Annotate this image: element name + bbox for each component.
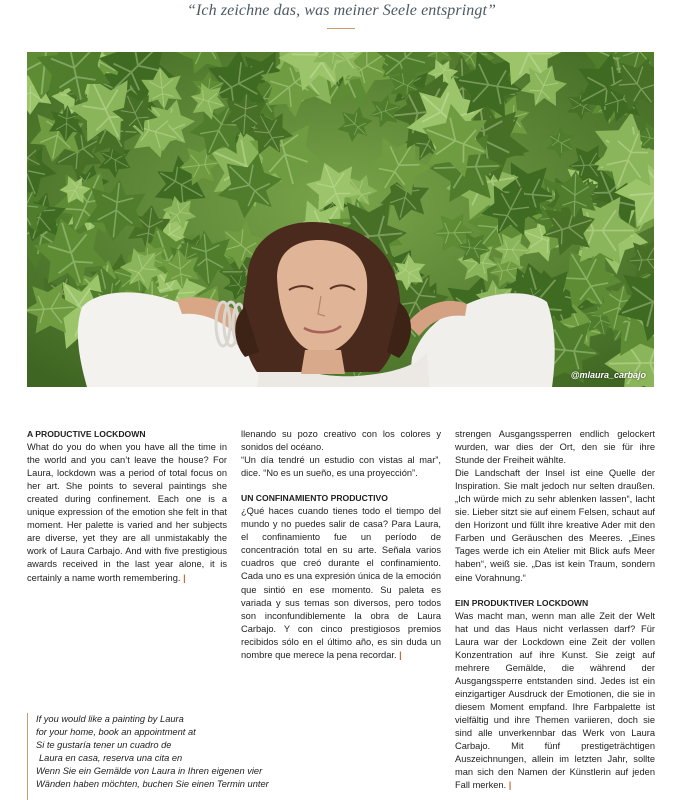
german-paragraph: Die Landschaft der Insel ist eine Quelle der Inspiration. Sie malt jedoch nur selten draußen. „Ich würde mich zu sehr ablenken lassen“, lacht sie. Lieber sitzt sie auf einem Felsen, schaut auf den Horizont und füllt ihre kreative Ader mit den Farben und Geräuschen des Meeres. „Eines Tages werde ich ein Atelier mit Blick aufs Meer haben“, weiß sie. „Das ist kein Traum, sondern eine Vorahnung.“	[455, 468, 655, 583]
end-mark: |	[183, 572, 186, 583]
booking-line: for your home, book an appointment at	[36, 727, 196, 737]
column-english	[27, 428, 227, 585]
end-mark: |	[508, 780, 512, 791]
pull-quote: “Ich zeichne das, was meiner Seele entspringt”	[187, 2, 496, 19]
spanish-intro: llenando su pozo creativo con los colores y sonidos del océano.	[241, 429, 441, 453]
english-body: What do you do when you have all the time in the world and you can’t leave the house? For Laura, lockdown was a period of total focus on her art. She points to several paintings she created during confinement. Each one is a unique expression of the emotion she felt in that moment. Her palette is varied and her subjects are diverse, yet they are all unmistakably the work of Laura Carbajo. And with five prestigious awards received in the last year alone, it is certainly a name worth remembering. |	[27, 442, 227, 583]
booking-line: If you would like a painting by Laura	[36, 714, 184, 724]
german-intro: strengen Ausgangssperren endlich gelockert wurden, war dies der Ort, den sie für ihre Stunde der Freiheit wählte.	[455, 429, 655, 466]
photo-credit: @mlaura_carbajo	[570, 370, 646, 380]
booking-line: Laura en casa, reserva una cita en	[39, 753, 183, 763]
spanish-body: ¿Qué haces cuando tienes todo el tiempo del mundo y no puedes salir de casa? Para Laura, el confinamiento fue un período de concentración total en su arte. Señala varios cuadros que creó durante el confinamiento. Cada uno es una expresión única de la emoción que sintió en ese momento. Su paleta es variada y sus temas son diversos, pero todos son inconfundiblemente la obra de Laura Carbajo. Y con cinco prestigiosos premios recibidos sólo en el último año, es sin duda un nombre que merece la pena recordar. |	[241, 506, 441, 660]
quote-divider	[327, 28, 355, 29]
booking-line: Wenn Sie ein Gemälde von Laura in Ihren eigenen vier	[36, 766, 263, 776]
booking-line: Si te gustaría tener un cuadro de	[36, 740, 172, 750]
column-german	[455, 428, 655, 792]
booking-box	[27, 713, 295, 800]
portrait-photo	[27, 52, 654, 387]
booking-line: Wänden haben möchten, buchen Sie einen Termin unter	[36, 779, 269, 789]
ivy-portrait-illustration	[27, 52, 654, 387]
english-heading: A PRODUCTIVE LOCKDOWN	[27, 429, 146, 439]
german-heading: EIN PRODUKTIVER LOCKDOWN	[455, 597, 589, 608]
column-spanish	[241, 428, 441, 662]
german-body: Was macht man, wenn man alle Zeit der Welt hat und das Haus nicht verlassen darf? Für Laura war der Lockdown eine Zeit der vollen Konzentration auf ihre Kunst. Sie zeigt auf mehrere Gemälde, die während der Ausgangssperre entstanden sind. Jedes ist ein einzigartiger Ausdruck der Emotionen, die sie in diesem Moment empfand. Ihre Farbpalette ist vielfältig und ihre Themen variieren, doch sie sind alle unverkennbar das Werk von Laura Carbajo. Mit fünf prestigeträchtigen Auszeichnungen, allein im letzten Jahr, sollte man sich den Namen der Künstlerin auf jeden Fall merken. |	[455, 610, 655, 791]
spanish-quote: “Un día tendré un estudio con vistas al mar”, dice. “No es un sueño, es una proyección”.	[241, 455, 441, 479]
end-mark: |	[399, 649, 402, 660]
spanish-heading: UN CONFINAMIENTO PRODUCTIVO	[241, 493, 388, 504]
